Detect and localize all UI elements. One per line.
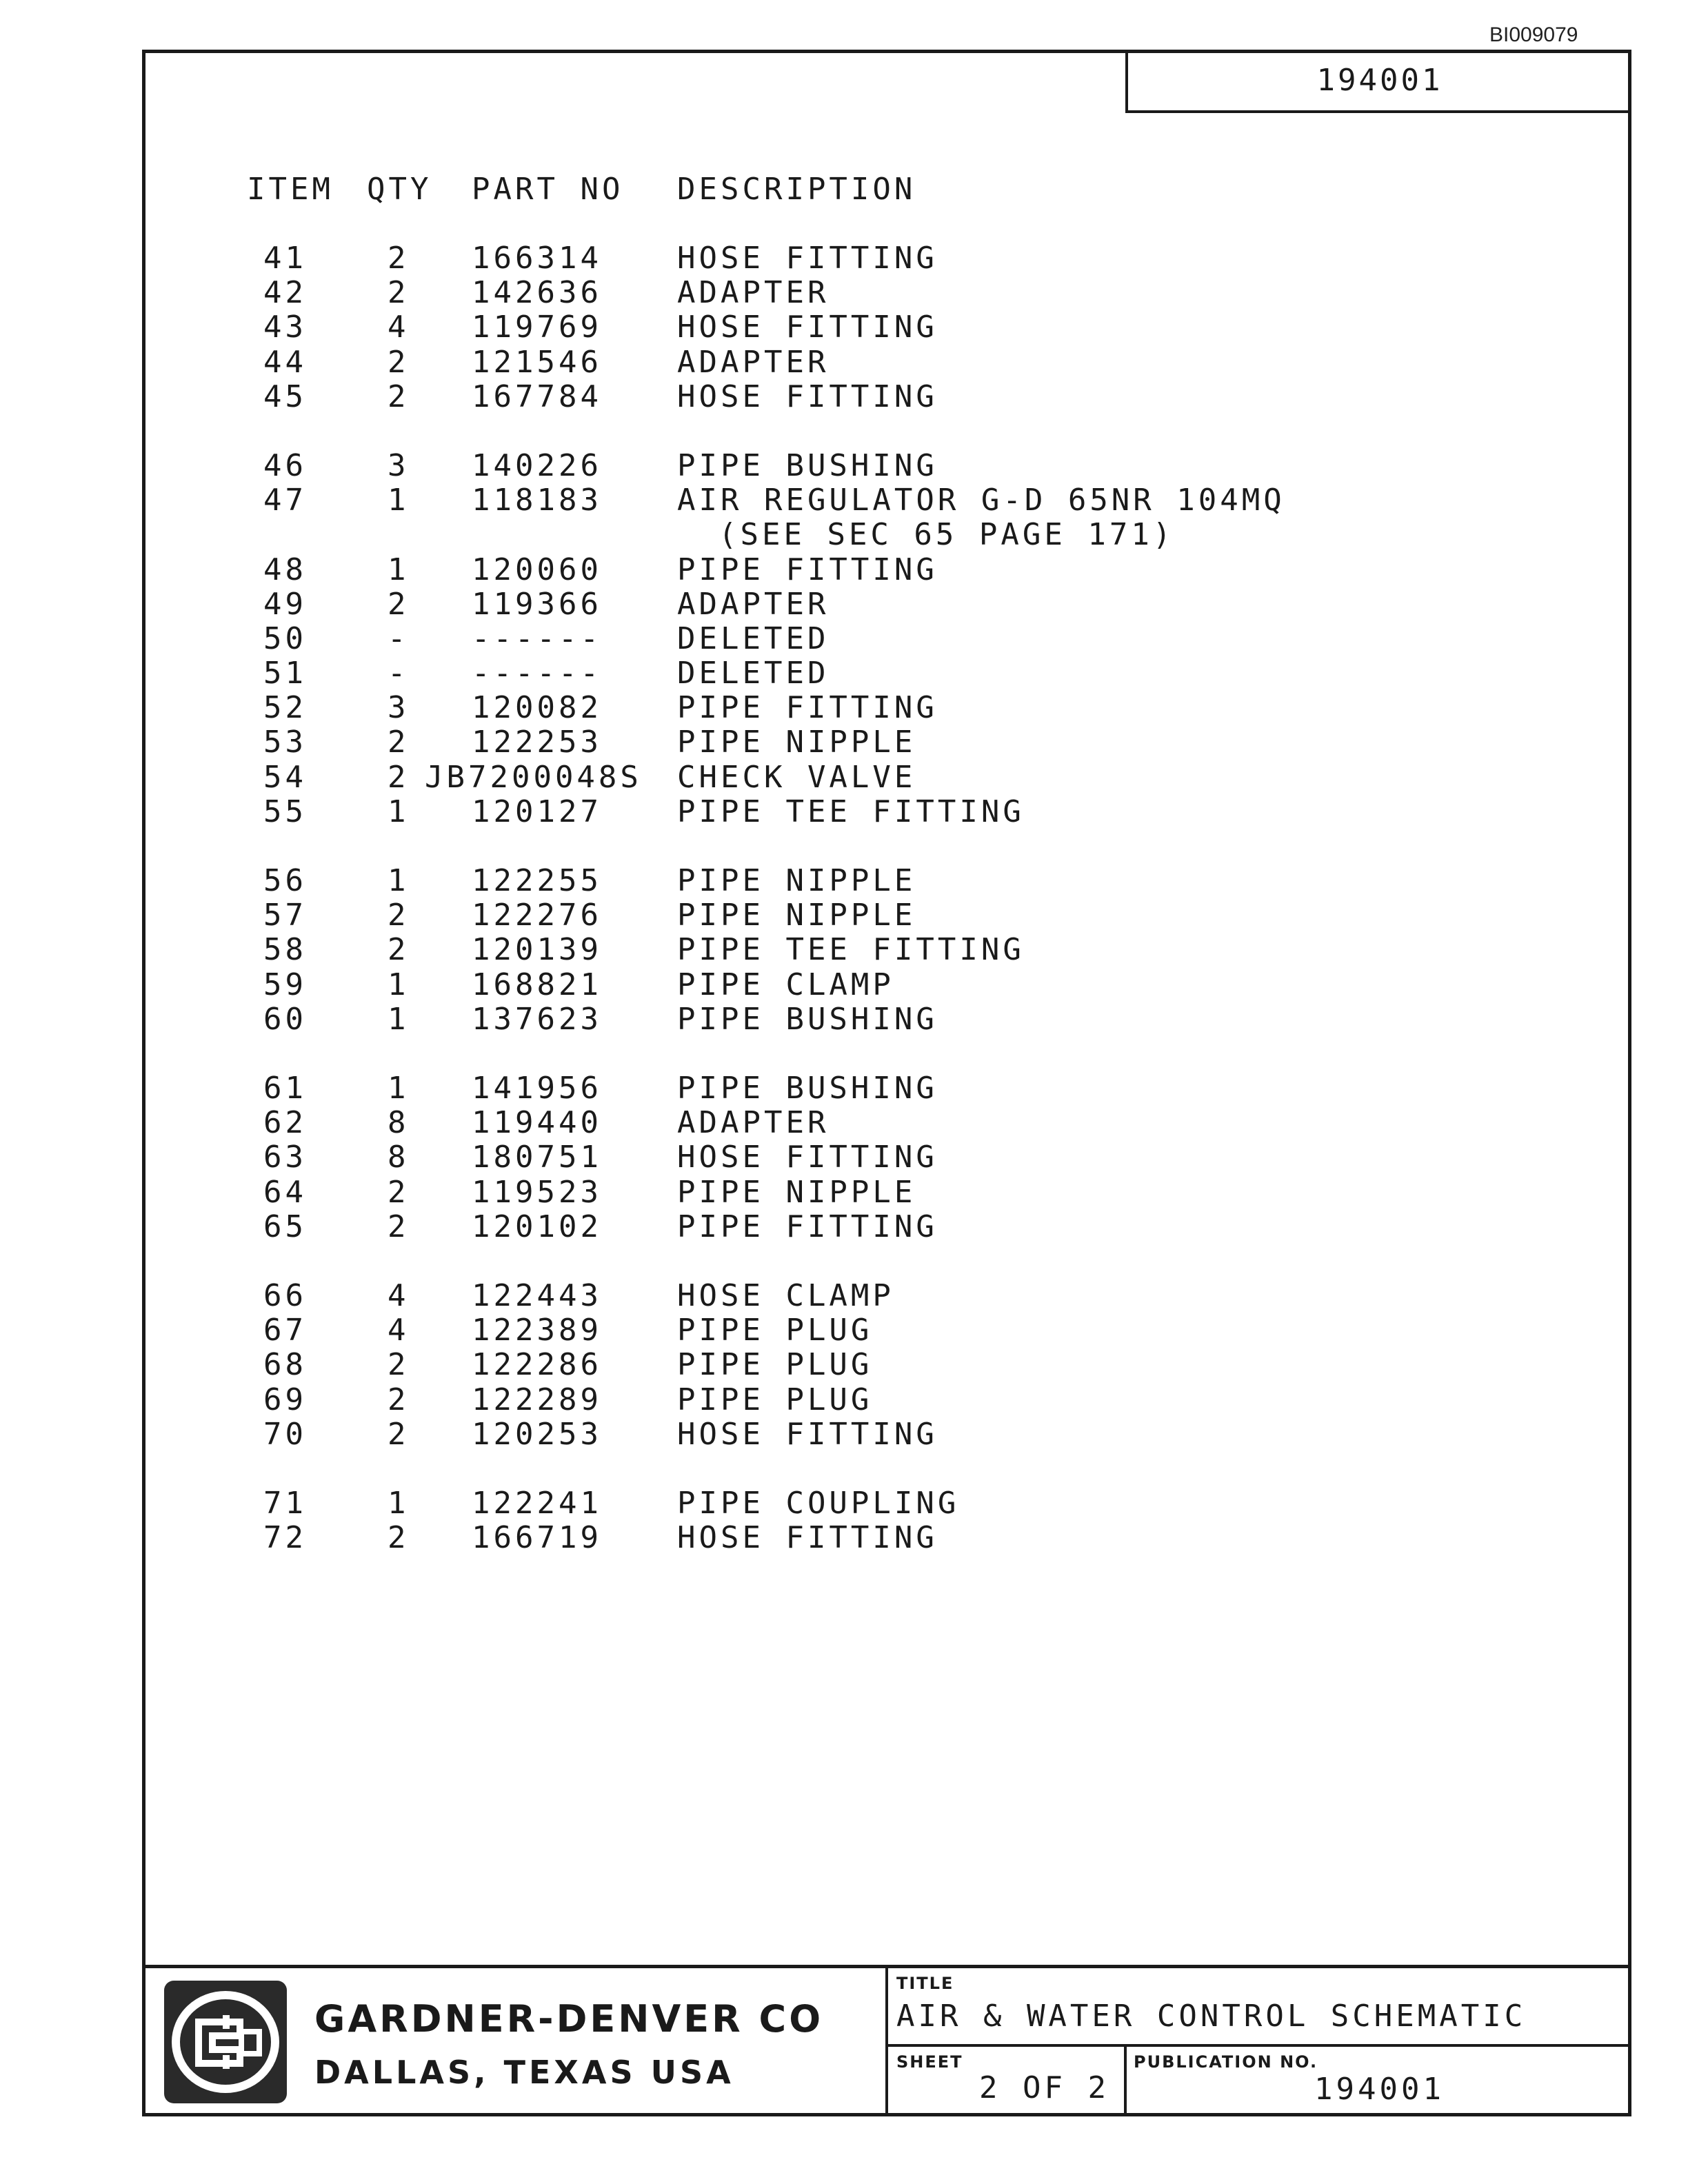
part-number: JB7200048S [425, 759, 642, 795]
item-quantity: 2 [388, 1347, 410, 1383]
item-number: 70 [263, 1416, 307, 1452]
item-description: PIPE PLUG [677, 1313, 873, 1348]
item-number: 48 [263, 552, 307, 587]
item-quantity: 3 [388, 448, 410, 483]
column-header-part-no: PART NO [472, 172, 624, 207]
drawing-title: AIR & WATER CONTROL SCHEMATIC [896, 1999, 1527, 2034]
item-number: 45 [263, 378, 307, 414]
item-quantity: - [388, 656, 410, 691]
item-description: HOSE FITTING [677, 310, 938, 345]
item-quantity: 1 [388, 552, 410, 587]
item-description-note: (SEE SEC 65 PAGE 171) [719, 517, 1175, 553]
document-id: BI009079 [1489, 23, 1578, 46]
sheet-number: 2 OF 2 [979, 2070, 1109, 2105]
item-number: 57 [263, 898, 307, 933]
item-quantity: 2 [388, 1209, 410, 1244]
item-quantity: 3 [388, 690, 410, 726]
part-number: 120253 [472, 1416, 602, 1452]
part-number: 122286 [472, 1347, 602, 1383]
item-number: 43 [263, 310, 307, 345]
item-description: AIR REGULATOR G-D 65NR 104MQ [677, 483, 1285, 518]
item-number: 55 [263, 793, 307, 829]
item-number: 62 [263, 1105, 307, 1141]
item-quantity: 1 [388, 793, 410, 829]
item-quantity: 1 [388, 863, 410, 898]
part-number: 122443 [472, 1278, 602, 1313]
item-description: PIPE BUSHING [677, 448, 938, 483]
item-quantity: 2 [388, 275, 410, 311]
item-number: 42 [263, 275, 307, 311]
item-quantity: 1 [388, 483, 410, 518]
item-number: 59 [263, 967, 307, 1002]
item-quantity: 2 [388, 1416, 410, 1452]
item-number: 69 [263, 1382, 307, 1417]
item-number: 46 [263, 448, 307, 483]
part-number: 166719 [472, 1520, 602, 1556]
item-quantity: 2 [388, 1520, 410, 1556]
column-header-description: DESCRIPTION [677, 172, 916, 207]
item-description: PIPE FITTING [677, 552, 938, 587]
item-number: 51 [263, 656, 307, 691]
item-quantity: 4 [388, 310, 410, 345]
item-description: PIPE FITTING [677, 1209, 938, 1244]
item-number: 65 [263, 1209, 307, 1244]
item-description: PIPE BUSHING [677, 1001, 938, 1037]
part-number: 122253 [472, 725, 602, 760]
item-description: PIPE NIPPLE [677, 725, 916, 760]
item-quantity: 4 [388, 1278, 410, 1313]
item-number: 58 [263, 932, 307, 968]
part-number: 118183 [472, 483, 602, 518]
part-number: 122255 [472, 863, 602, 898]
item-number: 72 [263, 1520, 307, 1556]
item-number: 64 [263, 1174, 307, 1210]
item-quantity: 2 [388, 344, 410, 380]
item-number: 54 [263, 759, 307, 795]
item-description: HOSE FITTING [677, 378, 938, 414]
company-location: DALLAS, TEXAS USA [314, 2054, 734, 2091]
item-number: 53 [263, 725, 307, 760]
item-description: ADAPTER [677, 344, 830, 380]
item-quantity: 2 [388, 725, 410, 760]
part-number: 120127 [472, 793, 602, 829]
item-description: PIPE NIPPLE [677, 1174, 916, 1210]
gardner-denver-logo [164, 1981, 287, 2103]
column-header-item: ITEM [247, 172, 334, 207]
title-label: TITLE [896, 1974, 954, 1993]
item-description: PIPE COUPLING [677, 1486, 960, 1521]
part-number: 119440 [472, 1105, 602, 1141]
publication-label: PUBLICATION NO. [1134, 2052, 1318, 2072]
item-description: DELETED [677, 656, 830, 691]
part-number: 168821 [472, 967, 602, 1002]
part-number: 141956 [472, 1071, 602, 1106]
item-description: PIPE CLAMP [677, 967, 894, 1002]
item-number: 44 [263, 344, 307, 380]
item-description: PIPE FITTING [677, 690, 938, 726]
item-quantity: 2 [388, 932, 410, 968]
part-number: 120139 [472, 932, 602, 968]
item-quantity: 1 [388, 967, 410, 1002]
item-quantity: 1 [388, 1486, 410, 1521]
item-number: 66 [263, 1278, 307, 1313]
item-number: 52 [263, 690, 307, 726]
part-number: 120082 [472, 690, 602, 726]
item-number: 49 [263, 586, 307, 622]
item-number: 63 [263, 1140, 307, 1175]
part-number: 140226 [472, 448, 602, 483]
part-number: 122276 [472, 898, 602, 933]
part-number: 166314 [472, 241, 602, 276]
item-description: PIPE TEE FITTING [677, 932, 1025, 968]
item-description: HOSE FITTING [677, 1416, 938, 1452]
item-quantity: 1 [388, 1071, 410, 1106]
item-quantity: - [388, 621, 410, 656]
header-number-box [1125, 50, 1631, 113]
item-quantity: 8 [388, 1105, 410, 1141]
part-number: 120060 [472, 552, 602, 587]
item-quantity: 2 [388, 759, 410, 795]
item-description: HOSE CLAMP [677, 1278, 894, 1313]
item-quantity: 2 [388, 1382, 410, 1417]
item-number: 56 [263, 863, 307, 898]
sheet-label: SHEET [896, 2052, 963, 2072]
part-number: 180751 [472, 1140, 602, 1175]
item-description: DELETED [677, 621, 830, 656]
item-quantity: 2 [388, 586, 410, 622]
item-number: 71 [263, 1486, 307, 1521]
title-block-divider [885, 1968, 888, 2116]
item-number: 67 [263, 1313, 307, 1348]
item-description: ADAPTER [677, 275, 830, 311]
title-block-divider [1124, 2044, 1127, 2116]
item-description: PIPE BUSHING [677, 1071, 938, 1106]
title-block [142, 1965, 1631, 2116]
item-description: ADAPTER [677, 586, 830, 622]
item-quantity: 2 [388, 1174, 410, 1210]
part-number: 121546 [472, 344, 602, 380]
part-number: 119366 [472, 586, 602, 622]
item-quantity: 2 [388, 378, 410, 414]
item-quantity: 2 [388, 241, 410, 276]
part-number: 120102 [472, 1209, 602, 1244]
item-description: HOSE FITTING [677, 1520, 938, 1556]
company-name: GARDNER-DENVER CO [314, 1997, 824, 2041]
item-quantity: 4 [388, 1313, 410, 1348]
item-number: 47 [263, 483, 307, 518]
part-number: 122289 [472, 1382, 602, 1417]
column-header-qty: QTY [367, 172, 432, 207]
publication-number: 194001 [1314, 2072, 1445, 2107]
part-number: 167784 [472, 378, 602, 414]
item-description: HOSE FITTING [677, 1140, 938, 1175]
part-number: ------ [472, 621, 602, 656]
item-number: 60 [263, 1001, 307, 1037]
item-description: HOSE FITTING [677, 241, 938, 276]
item-description: CHECK VALVE [677, 759, 916, 795]
item-quantity: 1 [388, 1001, 410, 1037]
item-quantity: 2 [388, 898, 410, 933]
part-number: 122389 [472, 1313, 602, 1348]
item-description: ADAPTER [677, 1105, 830, 1141]
part-number: 142636 [472, 275, 602, 311]
title-block-divider [885, 2044, 1631, 2047]
item-description: PIPE NIPPLE [677, 898, 916, 933]
item-number: 50 [263, 621, 307, 656]
item-description: PIPE NIPPLE [677, 863, 916, 898]
part-number: ------ [472, 656, 602, 691]
item-description: PIPE TEE FITTING [677, 793, 1025, 829]
header-number: 194001 [1316, 62, 1443, 98]
part-number: 119523 [472, 1174, 602, 1210]
item-quantity: 8 [388, 1140, 410, 1175]
item-number: 68 [263, 1347, 307, 1383]
item-number: 41 [263, 241, 307, 276]
item-description: PIPE PLUG [677, 1347, 873, 1383]
logo-emblem-icon [164, 1981, 287, 2103]
part-number: 122241 [472, 1486, 602, 1521]
item-description: PIPE PLUG [677, 1382, 873, 1417]
item-number: 61 [263, 1071, 307, 1106]
part-number: 137623 [472, 1001, 602, 1037]
part-number: 119769 [472, 310, 602, 345]
